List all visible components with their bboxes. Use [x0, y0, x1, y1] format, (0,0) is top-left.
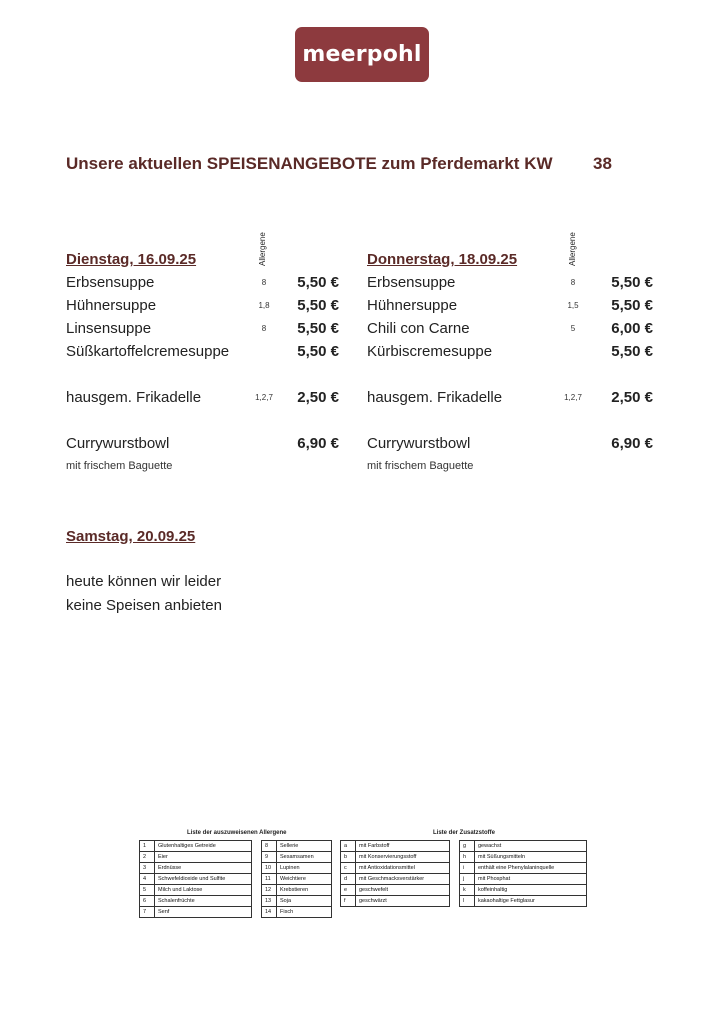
- saturday-note-line-1: heute können wir leider: [66, 573, 222, 590]
- menu-item-price: 6,90 €: [297, 435, 339, 452]
- legend-row: [140, 896, 252, 907]
- allergen-column-header: Allergene: [568, 232, 577, 266]
- legend-row: [341, 874, 450, 885]
- menu-item-name: Linsensuppe: [66, 320, 152, 337]
- allergen-legend-table-2: [261, 840, 332, 918]
- legend-row: [341, 885, 450, 896]
- legend-label: geschwärzt: [356, 896, 450, 907]
- menu-item-allergens: 1,5: [567, 301, 579, 310]
- legend-row: [341, 863, 450, 874]
- legend-code: 5: [140, 885, 155, 896]
- legend-label: Fisch: [277, 907, 332, 918]
- menu-item-allergens: 8: [261, 278, 267, 287]
- menu-item-allergens: 8: [570, 278, 576, 287]
- saturday-note-line-2: keine Speisen anbieten: [66, 597, 222, 614]
- menu-item-allergens: 1,8: [258, 301, 270, 310]
- menu-item-name: Süßkartoffelcremesuppe: [66, 343, 230, 360]
- legend-code: k: [460, 885, 475, 896]
- menu-item-name: Erbsensuppe: [66, 274, 155, 291]
- legend-code: a: [341, 841, 356, 852]
- legend-code: 8: [262, 841, 277, 852]
- legend-label: mit Antioxidationsmittel: [356, 863, 450, 874]
- menu-item-price: 2,50 €: [297, 389, 339, 406]
- menu-item-price: 5,50 €: [297, 274, 339, 291]
- menu-item-price: 5,50 €: [611, 297, 653, 314]
- legend-code: g: [460, 841, 475, 852]
- legend-code: 11: [262, 874, 277, 885]
- legend-label: enthält eine Phenylalaninquelle: [475, 863, 587, 874]
- legend-label: kakaohaltige Fettglasur: [475, 896, 587, 907]
- menu-item-description: mit frischem Baguette: [66, 460, 173, 472]
- legend-row: [460, 885, 587, 896]
- legend-code: 10: [262, 863, 277, 874]
- day-title-tuesday: Dienstag, 16.09.25: [66, 251, 197, 268]
- legend-label: Senf: [155, 907, 252, 918]
- page-title: Unsere aktuellen SPEISENANGEBOTE zum Pferdemarkt KW: [66, 154, 553, 173]
- allergen-legend-table-1: [139, 840, 252, 918]
- legend-label: Sellerie: [277, 841, 332, 852]
- additive-legend-table-2: [459, 840, 587, 907]
- legend-label: Eier: [155, 852, 252, 863]
- menu-item-allergens: 8: [261, 324, 267, 333]
- legend-row: [460, 874, 587, 885]
- legend-row: [262, 841, 332, 852]
- legend-code: 7: [140, 907, 155, 918]
- legend-label: mit Süßungsmitteln: [475, 852, 587, 863]
- legend-row: [460, 863, 587, 874]
- legend-label: mit Geschmacksverstärker: [356, 874, 450, 885]
- legend-row: [140, 907, 252, 918]
- legend-row: [262, 896, 332, 907]
- legend-label: Sesamsamen: [277, 852, 332, 863]
- legend-code: c: [341, 863, 356, 874]
- legend-code: 3: [140, 863, 155, 874]
- menu-item-name: hausgem. Frikadelle: [367, 389, 503, 406]
- legend-label: mit Konservierungsstoff: [356, 852, 450, 863]
- menu-item-allergens: 5: [570, 324, 576, 333]
- legend-code: f: [341, 896, 356, 907]
- legend-code: 13: [262, 896, 277, 907]
- legend-code: 12: [262, 885, 277, 896]
- menu-item-price: 5,50 €: [611, 343, 653, 360]
- legend-label: geschwefelt: [356, 885, 450, 896]
- legend-code: i: [460, 863, 475, 874]
- legend-row: [140, 885, 252, 896]
- legend-label: mit Farbstoff: [356, 841, 450, 852]
- legend-label: Milch und Laktose: [155, 885, 252, 896]
- menu-item-price: 2,50 €: [611, 389, 653, 406]
- legend-label: gewachst: [475, 841, 587, 852]
- legend-row: [140, 863, 252, 874]
- menu-item-description: mit frischem Baguette: [367, 460, 474, 472]
- legend-row: [140, 841, 252, 852]
- menu-item-price: 5,50 €: [611, 274, 653, 291]
- legend-label: mit Phosphat: [475, 874, 587, 885]
- legend-row: [262, 907, 332, 918]
- menu-item-price: 5,50 €: [297, 320, 339, 337]
- menu-item-price: 6,00 €: [611, 320, 653, 337]
- legend-row: [341, 841, 450, 852]
- menu-item-name: Currywurstbowl: [367, 435, 471, 452]
- legend-row: [460, 896, 587, 907]
- menu-item-allergens: 1,2,7: [255, 393, 273, 402]
- menu-item-price: 6,90 €: [611, 435, 653, 452]
- legend-row: [341, 896, 450, 907]
- additive-legend-table-1: [340, 840, 450, 907]
- legend-label: Glutenhaltiges Getreide: [155, 841, 252, 852]
- allergen-legend-title: Liste der auszuweisenen Allergene: [187, 830, 287, 836]
- legend-label: Erdnüsse: [155, 863, 252, 874]
- legend-label: Soja: [277, 896, 332, 907]
- legend-row: [460, 841, 587, 852]
- legend-code: h: [460, 852, 475, 863]
- menu-item-name: Hühnersuppe: [66, 297, 157, 314]
- legend-label: koffeinhaltig: [475, 885, 587, 896]
- legend-code: j: [460, 874, 475, 885]
- legend-code: b: [341, 852, 356, 863]
- additive-legend-title: Liste der Zusatzstoffe: [433, 830, 496, 836]
- legend-row: [262, 852, 332, 863]
- legend-code: 14: [262, 907, 277, 918]
- legend-label: Lupinen: [277, 863, 332, 874]
- legend-label: Weichtiere: [277, 874, 332, 885]
- menu-item-price: 5,50 €: [297, 297, 339, 314]
- menu-item-name: Erbsensuppe: [367, 274, 456, 291]
- legend-code: 4: [140, 874, 155, 885]
- legend-code: 9: [262, 852, 277, 863]
- menu-item-name: Currywurstbowl: [66, 435, 170, 452]
- menu-item-name: hausgem. Frikadelle: [66, 389, 202, 406]
- legend-row: [262, 874, 332, 885]
- day-title-thursday: Donnerstag, 18.09.25: [367, 251, 518, 268]
- day-title-saturday: Samstag, 20.09.25: [66, 528, 196, 545]
- menu-item-name: Chili con Carne: [367, 320, 470, 337]
- legend-code: 6: [140, 896, 155, 907]
- menu-item-name: Kürbiscremesuppe: [367, 343, 493, 360]
- week-number: 38: [593, 154, 612, 173]
- legend-row: [262, 885, 332, 896]
- legend-code: l: [460, 896, 475, 907]
- legend-row: [262, 863, 332, 874]
- legend-label: Schwefeldioxide und Sulfite: [155, 874, 252, 885]
- legend-row: [341, 852, 450, 863]
- legend-row: [140, 852, 252, 863]
- legend-code: 2: [140, 852, 155, 863]
- allergen-column-header: Allergene: [258, 232, 267, 266]
- menu-item-price: 5,50 €: [297, 343, 339, 360]
- menu-item-name: Hühnersuppe: [367, 297, 458, 314]
- legend-row: [460, 852, 587, 863]
- legend-label: Krebstieren: [277, 885, 332, 896]
- company-logo: meerpohl: [295, 27, 429, 82]
- legend-code: d: [341, 874, 356, 885]
- legend-row: [140, 874, 252, 885]
- legend-code: e: [341, 885, 356, 896]
- legend-label: Schalenfrüchte: [155, 896, 252, 907]
- menu-item-allergens: 1,2,7: [564, 393, 582, 402]
- legend-code: 1: [140, 841, 155, 852]
